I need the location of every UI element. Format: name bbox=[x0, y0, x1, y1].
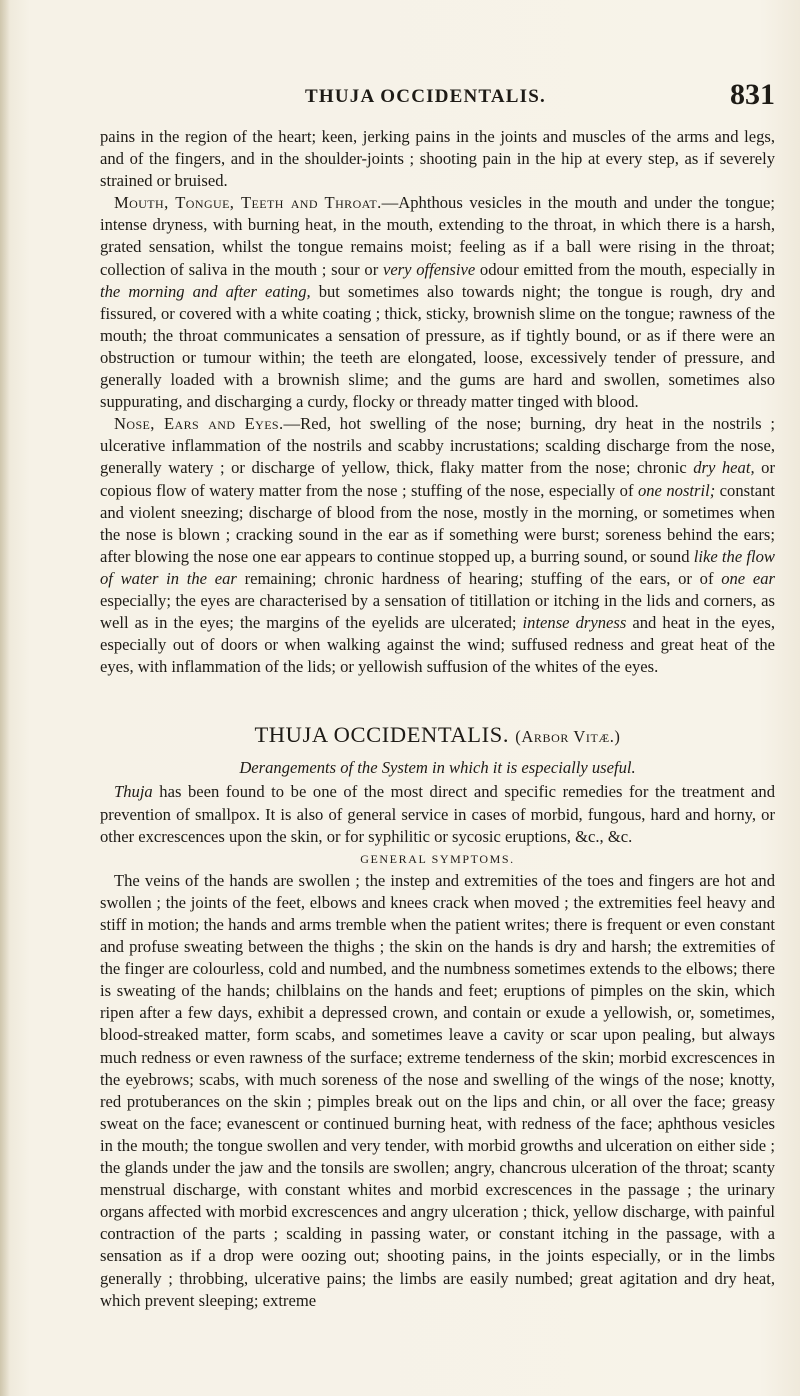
section-title-main: THUJA OCCIDENTALIS. bbox=[254, 722, 510, 748]
paragraph-text: —Aphthous vesicles in the mouth and under the tongue; intense dryness, with burning heat, in the mouth, extending to the throat, in which there is a harsh, grated sensation, whilst the tongue remains moist; feeling as if a ball were rising in the throat; collection of saliva in the mouth ; sour or bbox=[100, 193, 775, 279]
paragraph-thuja-intro bbox=[100, 781, 775, 847]
italic-text: very offensive bbox=[382, 259, 476, 279]
paragraph-text: The veins of the hands are swollen ; the instep and extremities of the toes and fingers are hot and swollen ; the joints of the feet, elbows and knees crack when moved ; the extremities feel heavy and stiff in motion; the hands and arms tremble when the patient writes; there is frequent or even constant and profuse sweating between the thighs ; the skin on the hands is dry and harsh; the extremities of the finger are colourless, cold and numbed, and the numbness sometimes extends to the elbows; there is sweating of the hands; chilblains on the hands and feet; eruptions of pimples on the skin, which ripen after a few days, exhibit a depressed crown, and contain or exude a yellowish, or, sometimes, blood-streaked matter, form scabs, and sometimes leave a cavity or scar upon pealing, but always much redness or even rawness of the surface; extreme tenderness of the skin; morbid excrescences in the eyebrows; scabs, with much soreness of the nose and swelling of the wings of the nose; knotty, red protuberances on the skin ; pimples break out on the lips and chin, or all over the face; greasy sweat on the face; evanescent or continued burning heat, with redness of the face; aphthous vesicles in the mouth; the tongue swollen and very tender, with morbid growths and ulceration on either side ; the glands under the jaw and the tonsils are swollen; angry, chancrous ulceration of the throat; scanty menstrual discharge, with constant whites and morbid excrescences in the passage ; the urinary organs affected with morbid excrescences and angry ulceration ; thick, yellow discharge, with painful contraction of the parts ; scalding in passing water, or constant itching in the passage, with a sensation as if a drop were oozing out; shooting pains, in the joints especially, or in the limbs generally ; throbbing, ulcerative pains; the limbs are easily numbed; great agitation and dry heat, which prevent sleeping; extreme bbox=[100, 870, 775, 1310]
paragraph-text: has been found to be one of the most direct and specific remedies for the treatment and prevention of smallpox. It is also of general service in cases of morbid, fungous, hard and horny, or other excrescences upon the skin, or for syphilitic or sycosic eruptions, &c., &c. bbox=[100, 782, 775, 846]
italic-text: Thuja bbox=[114, 782, 153, 802]
section-title bbox=[100, 721, 775, 751]
paragraph-text: or copious flow of watery matter from the nose ; stuffing of the nose, especially of bbox=[100, 458, 775, 500]
italic-text: like the flow of water in the ear bbox=[100, 546, 775, 588]
running-head: THUJA OCCIDENTALIS. bbox=[305, 86, 546, 107]
paragraph-mouth-tongue bbox=[100, 192, 775, 413]
paragraph-text: odour emitted from the mouth, especially in bbox=[475, 259, 775, 279]
paragraph-nose-ears-eyes bbox=[100, 413, 775, 678]
page-header bbox=[100, 78, 775, 112]
paragraph-text: but sometimes also towards night; the tongue is rough, dry and fissured, or covered with a white coating ; thick, sticky, brownish slime on the tongue; rawness of the mouth; the throat communicates a sensation of pressure, as if tightly bound, or as if there were an obstruction or tumour within; the teeth are elongated, loose, excessively tender of pressure, and generally loaded with a brownish slime; and the gums are hard and swollen, sometimes also suppurating, and discharging a curdy, flocky or thready matter tinged with blood. bbox=[100, 281, 775, 412]
italic-text: intense dryness bbox=[522, 613, 627, 633]
italic-text: the morning and after eating, bbox=[100, 281, 311, 301]
paragraph-text: especially; the eyes are characterised by a sensation of titillation or itching in the lids and corners, as well as in the eyes; the margins of the eyelids are ulcerated; bbox=[100, 590, 775, 633]
paragraph-text: —Red, hot swelling of the nose; burning, dry heat in the nostrils ; ulcerative inflammation of the nostrils and scabby incrustations; scalding discharge from the nose, generally watery ; or discharge of yellow, thick, flaky matter from the nose; chronic bbox=[100, 414, 775, 478]
paragraph-general-symptoms bbox=[100, 870, 775, 1312]
paragraph-text: and heat in the eyes, especially out of doors or when walking against the wind; suffused redness and great heat of the eyes, with inflammation of the lids; or yellowish suffusion of the whites of the eyes. bbox=[100, 613, 775, 677]
section-subtitle: Derangements of the System in which it is especially useful. bbox=[239, 758, 636, 778]
italic-text: one nostril; bbox=[637, 480, 716, 500]
italic-text: one ear bbox=[721, 568, 775, 588]
paragraph-arms-legs bbox=[100, 126, 775, 192]
page-number: 831 bbox=[730, 78, 775, 111]
section-heading-mouth: Mouth, Tongue, Teeth and Throat. bbox=[114, 193, 382, 213]
paragraph-text: remaining; chronic hardness of hearing; stuffing of the ears, or of bbox=[236, 568, 722, 588]
paragraph-text: constant and violent sneezing; discharge of blood from the nose, mostly in the morning, or sometimes when the nose is blown ; cracking sound in the ear as if something were burst; soreness behind the ears; after blowing the nose one ear appears to continue stopped up, a burring sound, or sound bbox=[100, 480, 775, 566]
section-title-latin: (Arbor Vitæ.) bbox=[515, 727, 621, 747]
body-text bbox=[100, 126, 775, 1312]
page-gutter-shadow bbox=[0, 0, 10, 1396]
paragraph-text: pains in the region of the heart; keen, jerking pains in the joints and muscles of the arms and legs, and of the fingers, and in the shoulder-joints ; shooting pain in the hip at every step, as if severely strained or bruised. bbox=[100, 127, 775, 191]
subheading-general-symptoms: GENERAL SYMPTOMS. bbox=[360, 851, 515, 866]
italic-text: dry heat, bbox=[693, 458, 755, 478]
section-heading-nose: Nose, Ears and Eyes. bbox=[114, 414, 284, 434]
